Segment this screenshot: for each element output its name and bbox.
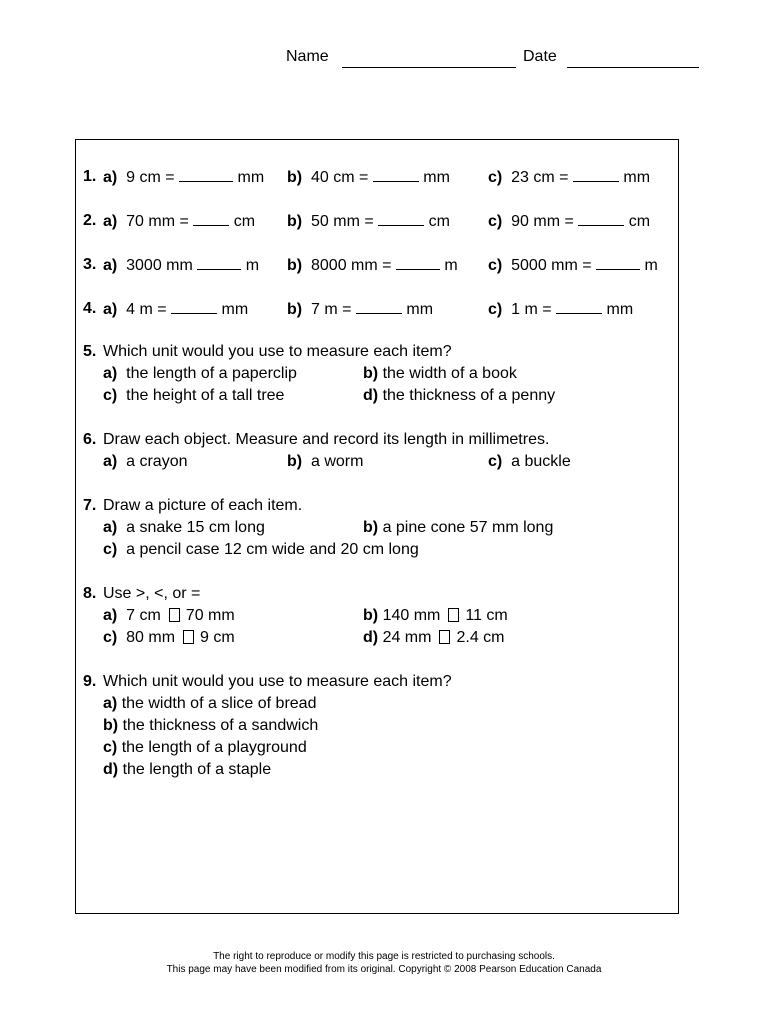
q6-part-a: a) a crayon: [103, 453, 188, 470]
answer-blank[interactable]: [193, 210, 229, 226]
answer-blank[interactable]: [373, 166, 419, 182]
q8-part-b: b) 140 mm 11 cm: [363, 607, 508, 624]
q7-part-a: a) a snake 15 cm long: [103, 519, 265, 536]
answer-blank[interactable]: [197, 254, 241, 270]
comparison-box[interactable]: [183, 630, 194, 644]
question-prompt: Draw a picture of each item.: [103, 497, 303, 514]
q1-part-c: c) 23 cm = mm: [488, 166, 650, 189]
q9-part-b: b) the thickness of a sandwich: [103, 717, 319, 734]
q5-part-b: b) the width of a book: [363, 365, 517, 382]
question-9-part-a: [76, 693, 676, 715]
question-5-parts-cd: [76, 385, 676, 407]
q2-part-b: b) 50 mm = cm: [287, 210, 450, 233]
q7-part-b: b) a pine cone 57 mm long: [363, 519, 554, 536]
q9-part-c: c) the length of a playground: [103, 739, 307, 756]
comparison-box[interactable]: [169, 608, 180, 622]
answer-blank[interactable]: [356, 298, 402, 314]
question-prompt: Which unit would you use to measure each item?: [103, 673, 452, 690]
question-6-parts: [76, 451, 676, 473]
q2-part-c: c) 90 mm = cm: [488, 210, 650, 233]
question-8-parts-ab: [76, 605, 676, 627]
q4-part-c: c) 1 m = mm: [488, 298, 633, 321]
name-field[interactable]: [342, 67, 516, 68]
question-number: 7.: [83, 497, 97, 514]
question-5-parts-ab: [76, 363, 676, 385]
q6-part-c: c) a buckle: [488, 453, 571, 470]
question-5: [76, 341, 676, 363]
comparison-box[interactable]: [439, 630, 450, 644]
comparison-box[interactable]: [448, 608, 459, 622]
answer-blank[interactable]: [396, 254, 440, 270]
q8-part-d: d) 24 mm 2.4 cm: [363, 629, 505, 646]
q8-part-a: a) 7 cm 70 mm: [103, 607, 235, 624]
question-number: 9.: [83, 673, 97, 690]
date-label: Date: [523, 48, 557, 65]
question-9-part-d: [76, 759, 676, 781]
question-4: [76, 298, 676, 320]
question-9: [76, 671, 676, 693]
q6-part-b: b) a worm: [287, 453, 364, 470]
date-field[interactable]: [567, 67, 699, 68]
question-8-parts-cd: [76, 627, 676, 649]
q3-part-b: b) 8000 mm = m: [287, 254, 458, 277]
question-7-parts-ab: [76, 517, 676, 539]
name-label: Name: [286, 48, 329, 65]
question-9-part-b: [76, 715, 676, 737]
question-number: 4.: [83, 300, 97, 317]
q1-part-b: b) 40 cm = mm: [287, 166, 450, 189]
q5-part-a: a) the length of a paperclip: [103, 365, 297, 382]
question-number: 6.: [83, 431, 97, 448]
question-9-part-c: [76, 737, 676, 759]
q5-part-d: d) the thickness of a penny: [363, 387, 556, 404]
q9-part-d: d) the length of a staple: [103, 761, 272, 778]
question-8: [76, 583, 676, 605]
question-prompt: Which unit would you use to measure each item?: [103, 343, 452, 360]
footer-copyright-line: This page may have been modified from its original. Copyright © 2008 Pearson Education Canada: [166, 964, 602, 975]
question-2: [76, 210, 676, 232]
question-number: 1.: [83, 168, 97, 185]
q4-part-b: b) 7 m = mm: [287, 298, 433, 321]
copyright-footer: [0, 950, 768, 976]
q4-part-a: a) 4 m = mm: [103, 298, 248, 321]
answer-blank[interactable]: [378, 210, 424, 226]
question-number: 2.: [83, 212, 97, 229]
answer-blank[interactable]: [573, 166, 619, 182]
q7-part-c: c) a pencil case 12 cm wide and 20 cm long: [103, 541, 419, 558]
answer-blank[interactable]: [556, 298, 602, 314]
question-prompt: Use >, <, or =: [103, 585, 201, 602]
q5-part-c: c) the height of a tall tree: [103, 387, 285, 404]
q1-part-a: a) 9 cm = mm: [103, 166, 264, 189]
answer-blank[interactable]: [578, 210, 624, 226]
question-1: [76, 166, 676, 188]
q3-part-c: c) 5000 mm = m: [488, 254, 658, 277]
question-7: [76, 495, 676, 517]
footer-rights-line: The right to reproduce or modify this page is restricted to purchasing schools.: [213, 951, 555, 962]
q2-part-a: a) 70 mm = cm: [103, 210, 255, 233]
name-date-header: [0, 46, 768, 70]
question-7-part-c: [76, 539, 676, 561]
question-6: [76, 429, 676, 451]
answer-blank[interactable]: [171, 298, 217, 314]
question-number: 5.: [83, 343, 97, 360]
answer-blank[interactable]: [596, 254, 640, 270]
q9-part-a: a) the width of a slice of bread: [103, 695, 317, 712]
q3-part-a: a) 3000 mm m: [103, 254, 259, 277]
question-prompt: Draw each object. Measure and record its length in millimetres.: [103, 431, 550, 448]
question-3: [76, 254, 676, 276]
q8-part-c: c) 80 mm 9 cm: [103, 629, 235, 646]
question-number: 8.: [83, 585, 97, 602]
questions-box: [75, 139, 679, 914]
answer-blank[interactable]: [179, 166, 233, 182]
question-number: 3.: [83, 256, 97, 273]
